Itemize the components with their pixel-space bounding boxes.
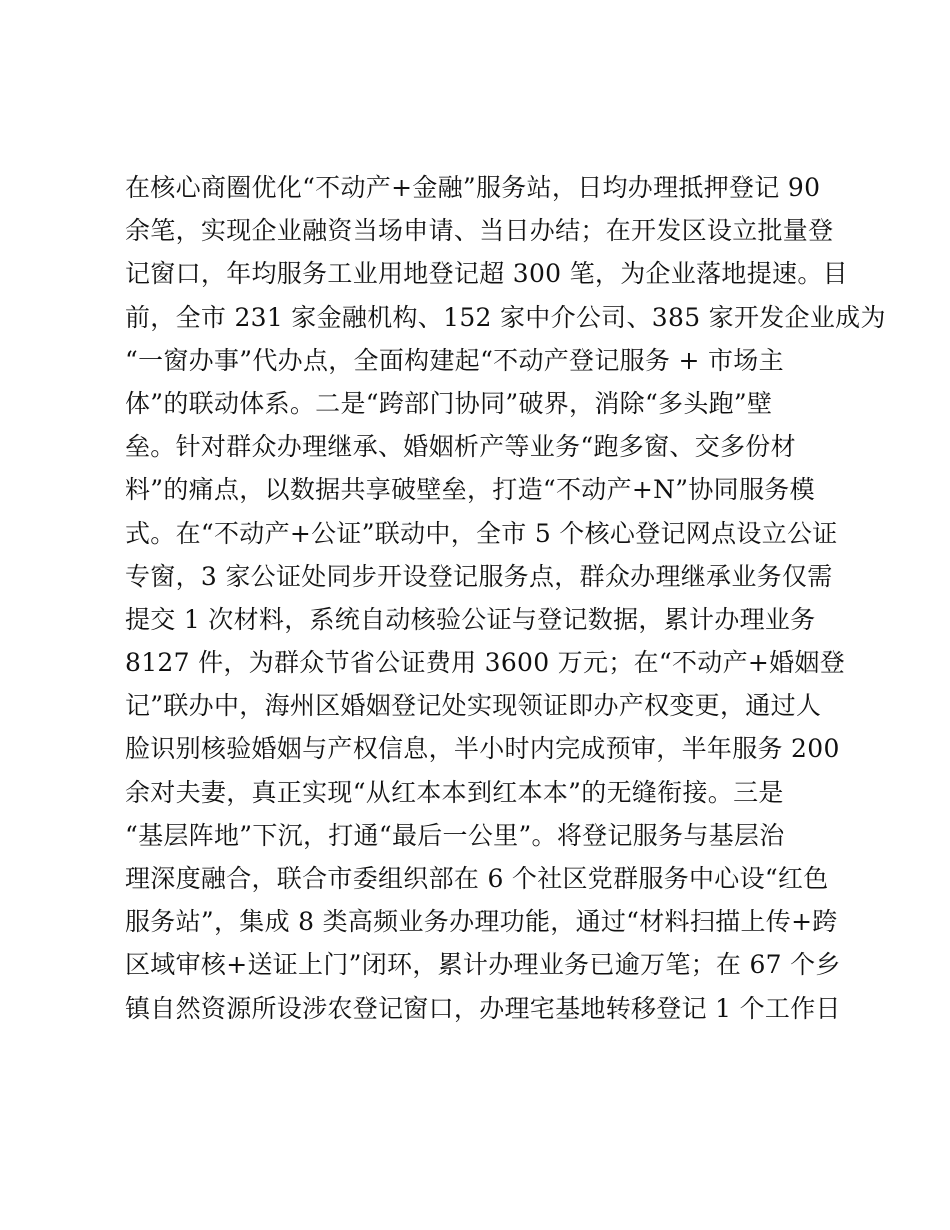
text-line: 在核心商圈优化“不动产+金融”服务站，日均办理抵押登记 90	[125, 173, 821, 202]
text-line: 脸识别核验婚姻与产权信息，半小时内完成预审，半年服务 200	[125, 734, 840, 764]
text-line: 余笔，实现企业融资当场申请、当日办结；在开发区设立批量登	[125, 216, 834, 246]
text-line: 镇自然资源所设涉农登记窗口，办理宅基地转移登记 1 个工作日	[125, 993, 841, 1023]
text-line: 区域审核+送证上门”闭环，累计办理业务已逾万笔；在 67 个乡	[125, 950, 841, 980]
text-line: 记窗口，年均服务工业用地登记超 300 笔，为企业落地提速。目	[125, 259, 848, 289]
text-line: 理深度融合，联合市委组织部在 6 个社区党群服务中心设“红色	[125, 864, 829, 893]
text-line: 式。在“不动产+公证”联动中，全市 5 个核心登记网点设立公证	[125, 518, 838, 548]
text-line: 前，全市 231 家金融机构、152 家中介公司、385 家开发企业成为	[125, 302, 886, 332]
text-line: 记”联办中，海州区婚姻登记处实现领证即办产权变更，通过人	[125, 691, 822, 721]
text-line: 提交 1 次材料，系统自动核验公证与登记数据，累计办理业务	[125, 604, 816, 634]
text-line: 余对夫妻，真正实现“从红本本到红本本”的无缝衔接。三是	[125, 777, 784, 807]
text-line: “一窗办事”代办点，全面构建起“不动产登记服务 + 市场主	[125, 345, 784, 375]
text-line: 8127 件，为群众节省公证费用 3600 万元；在“不动产+婚姻登	[125, 648, 846, 678]
text-line: 体”的联动体系。二是“跨部门协同”破界，消除“多头跑”壁	[125, 388, 773, 418]
text-line: 专窗，3 家公证处同步开设登记服务点，群众办理继承业务仅需	[125, 561, 833, 591]
text-line: 料”的痛点，以数据共享破壁垒，打造“不动产+N”协同服务模	[125, 475, 815, 505]
text-line: “基层阵地”下沉，打通“最后一公里”。将登记服务与基层治	[125, 820, 785, 850]
text-line: 服务站”，集成 8 类高频业务办理功能，通过“材料扫描上传+跨	[125, 907, 838, 937]
text-line: 垒。针对群众办理继承、婚姻析产等业务“跑多窗、交多份材	[125, 432, 796, 462]
body-paragraph	[125, 166, 886, 1030]
